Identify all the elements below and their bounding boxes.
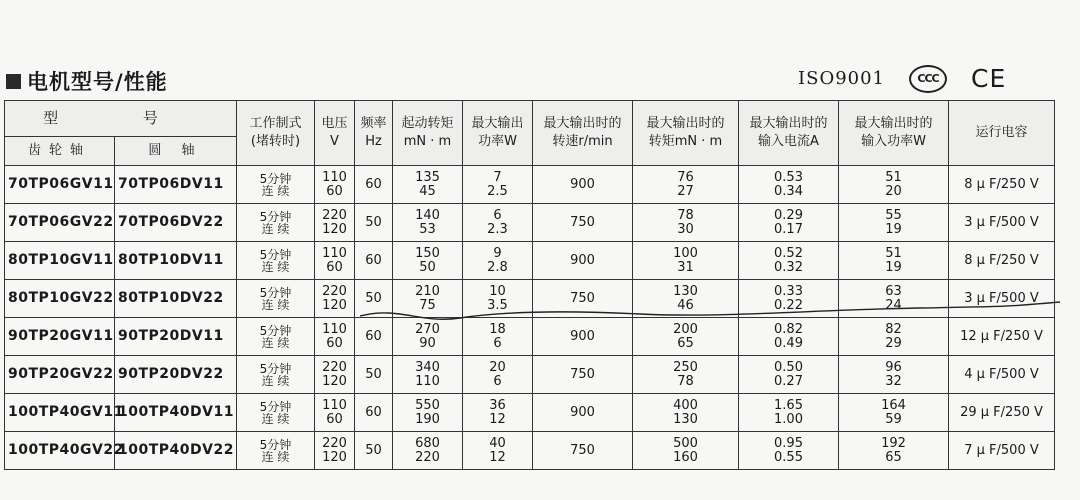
header-model: 型 号 bbox=[5, 101, 237, 137]
header-input-power bbox=[839, 101, 949, 166]
speed-cell: 900 bbox=[533, 166, 633, 204]
duty-cell-line1: 5分钟 bbox=[259, 247, 292, 262]
input-current-cell bbox=[739, 166, 839, 204]
max-power-cell-line2: 2.8 bbox=[487, 259, 508, 275]
input-current-cell-line2: 0.32 bbox=[774, 259, 803, 275]
frequency-cell: 50 bbox=[355, 280, 393, 318]
input-power-cell bbox=[839, 318, 949, 356]
input-current-cell-line1: 0.82 bbox=[774, 321, 803, 337]
start-torque-cell bbox=[393, 432, 463, 470]
max-torque-cell bbox=[633, 280, 739, 318]
voltage-cell bbox=[315, 356, 355, 394]
input-current-cell-line2: 0.27 bbox=[774, 373, 803, 389]
input-power-cell-line1: 82 bbox=[885, 321, 902, 337]
header-voltage-line2: V bbox=[330, 134, 339, 149]
input-current-cell-line1: 0.33 bbox=[774, 283, 803, 299]
header-duty-line2: (堵转时) bbox=[250, 134, 301, 149]
max-power-cell-line1: 7 bbox=[493, 169, 502, 185]
voltage-cell-line2: 120 bbox=[322, 297, 347, 313]
input-power-cell bbox=[839, 432, 949, 470]
input-power-cell bbox=[839, 166, 949, 204]
duty-cell bbox=[237, 242, 315, 280]
voltage-cell-line1: 220 bbox=[322, 435, 347, 451]
start-torque-cell bbox=[393, 242, 463, 280]
header-voltage-line1: 电压 bbox=[321, 115, 348, 131]
capacitor-cell: 8 μ F/250 V bbox=[949, 166, 1055, 204]
gear-shaft-model: 80TP10GV22 bbox=[5, 280, 115, 318]
iso-mark: ISO9001 bbox=[798, 68, 886, 89]
gear-shaft-model: 70TP06GV11 bbox=[5, 166, 115, 204]
start-torque-cell-line1: 270 bbox=[415, 321, 440, 337]
max-torque-cell-line2: 130 bbox=[673, 411, 698, 427]
max-torque-cell bbox=[633, 356, 739, 394]
capacitor-cell: 12 μ F/250 V bbox=[949, 318, 1055, 356]
max-power-cell-line1: 10 bbox=[489, 283, 506, 299]
ce-mark: CE bbox=[971, 64, 1007, 93]
frequency-cell: 60 bbox=[355, 242, 393, 280]
max-torque-cell-line2: 31 bbox=[677, 259, 694, 275]
header-speed-line1: 最大输出时的 bbox=[543, 115, 622, 131]
input-current-cell bbox=[739, 356, 839, 394]
max-power-cell bbox=[463, 432, 533, 470]
input-power-cell-line1: 164 bbox=[881, 397, 906, 413]
table-row bbox=[5, 242, 1055, 280]
max-torque-cell-line1: 250 bbox=[673, 359, 698, 375]
start-torque-cell-line2: 53 bbox=[419, 221, 436, 237]
input-current-cell-line2: 0.22 bbox=[774, 297, 803, 313]
speed-cell: 750 bbox=[533, 356, 633, 394]
header-maxtorque-line2: 转矩mN · m bbox=[648, 134, 723, 149]
duty-cell bbox=[237, 166, 315, 204]
input-current-cell-line2: 0.17 bbox=[774, 221, 803, 237]
header-speed bbox=[533, 101, 633, 166]
max-torque-cell-line1: 400 bbox=[673, 397, 698, 413]
header-frequency bbox=[355, 101, 393, 166]
header-gear-shaft: 齿轮轴 bbox=[5, 137, 115, 166]
max-power-cell-line1: 9 bbox=[493, 245, 502, 261]
input-current-cell-line1: 0.50 bbox=[774, 359, 803, 375]
certification-marks bbox=[798, 64, 1006, 93]
table-header-row bbox=[5, 101, 1055, 137]
duty-cell-line2: 连 续 bbox=[261, 297, 290, 312]
voltage-cell-line1: 220 bbox=[322, 359, 347, 375]
duty-cell-line2: 连 续 bbox=[261, 335, 290, 350]
table-row bbox=[5, 394, 1055, 432]
gear-shaft-model: 80TP10GV11 bbox=[5, 242, 115, 280]
start-torque-cell-line1: 680 bbox=[415, 435, 440, 451]
max-torque-cell-line2: 27 bbox=[677, 183, 694, 199]
capacitor-cell: 4 μ F/500 V bbox=[949, 356, 1055, 394]
input-power-cell bbox=[839, 394, 949, 432]
max-power-cell bbox=[463, 242, 533, 280]
speed-cell: 750 bbox=[533, 280, 633, 318]
input-current-cell bbox=[739, 280, 839, 318]
input-current-cell-line1: 0.53 bbox=[774, 169, 803, 185]
header-speed-line2: 转速r/min bbox=[552, 134, 613, 149]
max-torque-cell-line1: 76 bbox=[677, 169, 694, 185]
ccc-mark-icon bbox=[909, 65, 947, 93]
max-power-cell bbox=[463, 280, 533, 318]
table-row bbox=[5, 204, 1055, 242]
voltage-cell-line1: 220 bbox=[322, 283, 347, 299]
capacitor-cell: 3 μ F/500 V bbox=[949, 204, 1055, 242]
voltage-cell-line2: 120 bbox=[322, 373, 347, 389]
max-torque-cell-line2: 30 bbox=[677, 221, 694, 237]
capacitor-cell: 29 μ F/250 V bbox=[949, 394, 1055, 432]
voltage-cell bbox=[315, 280, 355, 318]
header-freq-line2: Hz bbox=[365, 134, 382, 149]
header-inpower-line1: 最大输出时的 bbox=[854, 115, 933, 131]
header-max-torque bbox=[633, 101, 739, 166]
round-shaft-model: 80TP10DV11 bbox=[115, 242, 237, 280]
capacitor-cell: 8 μ F/250 V bbox=[949, 242, 1055, 280]
duty-cell bbox=[237, 432, 315, 470]
input-power-cell-line2: 32 bbox=[885, 373, 902, 389]
voltage-cell-line1: 110 bbox=[322, 245, 347, 261]
motor-spec-table bbox=[4, 100, 1055, 470]
voltage-cell-line2: 60 bbox=[326, 411, 343, 427]
start-torque-cell-line2: 110 bbox=[415, 373, 440, 389]
max-torque-cell-line1: 100 bbox=[673, 245, 698, 261]
input-power-cell-line2: 19 bbox=[885, 259, 902, 275]
max-power-cell bbox=[463, 166, 533, 204]
max-torque-cell bbox=[633, 394, 739, 432]
voltage-cell-line1: 110 bbox=[322, 169, 347, 185]
square-bullet-icon bbox=[6, 74, 21, 89]
duty-cell bbox=[237, 204, 315, 242]
max-torque-cell-line2: 78 bbox=[677, 373, 694, 389]
duty-cell-line2: 连 续 bbox=[261, 221, 290, 236]
max-torque-cell-line2: 46 bbox=[677, 297, 694, 313]
header-power-line2: 功率W bbox=[478, 134, 517, 149]
voltage-cell-line1: 110 bbox=[322, 321, 347, 337]
max-power-cell-line2: 2.3 bbox=[487, 221, 508, 237]
max-torque-cell bbox=[633, 318, 739, 356]
ccc-mark-text: CCC bbox=[917, 72, 939, 85]
duty-cell-line1: 5分钟 bbox=[259, 323, 292, 338]
speed-cell: 750 bbox=[533, 204, 633, 242]
gear-shaft-model: 90TP20GV22 bbox=[5, 356, 115, 394]
start-torque-cell-line2: 190 bbox=[415, 411, 440, 427]
duty-cell-line2: 连 续 bbox=[261, 449, 290, 464]
input-power-cell-line1: 51 bbox=[885, 245, 902, 261]
input-power-cell-line2: 59 bbox=[885, 411, 902, 427]
duty-cell bbox=[237, 356, 315, 394]
round-shaft-model: 80TP10DV22 bbox=[115, 280, 237, 318]
start-torque-cell-line1: 150 bbox=[415, 245, 440, 261]
input-current-cell-line2: 0.49 bbox=[774, 335, 803, 351]
table-row bbox=[5, 356, 1055, 394]
start-torque-cell bbox=[393, 280, 463, 318]
max-torque-cell-line1: 78 bbox=[677, 207, 694, 223]
duty-cell-line1: 5分钟 bbox=[259, 209, 292, 224]
start-torque-cell bbox=[393, 166, 463, 204]
speed-cell: 900 bbox=[533, 242, 633, 280]
max-torque-cell bbox=[633, 166, 739, 204]
input-power-cell-line2: 20 bbox=[885, 183, 902, 199]
header-capacitor: 运行电容 bbox=[949, 101, 1055, 166]
input-current-cell-line2: 0.34 bbox=[774, 183, 803, 199]
max-power-cell-line2: 3.5 bbox=[487, 297, 508, 313]
input-current-cell-line1: 0.52 bbox=[774, 245, 803, 261]
capacitor-cell: 3 μ F/500 V bbox=[949, 280, 1055, 318]
voltage-cell-line2: 120 bbox=[322, 221, 347, 237]
frequency-cell: 50 bbox=[355, 356, 393, 394]
max-torque-cell bbox=[633, 204, 739, 242]
max-power-cell-line1: 18 bbox=[489, 321, 506, 337]
voltage-cell bbox=[315, 318, 355, 356]
round-shaft-model: 100TP40DV22 bbox=[115, 432, 237, 470]
duty-cell-line1: 5分钟 bbox=[259, 361, 292, 376]
input-current-cell bbox=[739, 318, 839, 356]
table-row bbox=[5, 318, 1055, 356]
table-row bbox=[5, 280, 1055, 318]
voltage-cell-line2: 60 bbox=[326, 335, 343, 351]
input-current-cell bbox=[739, 204, 839, 242]
input-power-cell bbox=[839, 280, 949, 318]
voltage-cell-line2: 60 bbox=[326, 259, 343, 275]
input-current-cell-line1: 0.95 bbox=[774, 435, 803, 451]
header-round-shaft: 圆 轴 bbox=[115, 137, 237, 166]
speed-cell: 900 bbox=[533, 394, 633, 432]
max-torque-cell-line1: 130 bbox=[673, 283, 698, 299]
input-power-cell bbox=[839, 204, 949, 242]
duty-cell-line2: 连 续 bbox=[261, 411, 290, 426]
duty-cell-line1: 5分钟 bbox=[259, 171, 292, 186]
max-power-cell bbox=[463, 356, 533, 394]
input-power-cell-line1: 96 bbox=[885, 359, 902, 375]
frequency-cell: 60 bbox=[355, 394, 393, 432]
duty-cell-line1: 5分钟 bbox=[259, 399, 292, 414]
header-start-torque bbox=[393, 101, 463, 166]
speed-cell: 750 bbox=[533, 432, 633, 470]
voltage-cell-line2: 60 bbox=[326, 183, 343, 199]
start-torque-cell bbox=[393, 394, 463, 432]
round-shaft-model: 100TP40DV11 bbox=[115, 394, 237, 432]
max-power-cell-line2: 2.5 bbox=[487, 183, 508, 199]
input-power-cell-line1: 63 bbox=[885, 283, 902, 299]
max-torque-cell-line1: 200 bbox=[673, 321, 698, 337]
input-current-cell-line2: 0.55 bbox=[774, 449, 803, 465]
max-power-cell-line1: 6 bbox=[493, 207, 502, 223]
start-torque-cell bbox=[393, 204, 463, 242]
start-torque-cell-line1: 550 bbox=[415, 397, 440, 413]
input-power-cell-line1: 51 bbox=[885, 169, 902, 185]
gear-shaft-model: 90TP20GV11 bbox=[5, 318, 115, 356]
header-torque-line2: mN · m bbox=[403, 134, 452, 149]
max-power-cell-line2: 12 bbox=[489, 449, 506, 465]
input-power-cell-line1: 55 bbox=[885, 207, 902, 223]
header-voltage bbox=[315, 101, 355, 166]
max-torque-cell bbox=[633, 242, 739, 280]
voltage-cell-line1: 220 bbox=[322, 207, 347, 223]
input-power-cell-line2: 19 bbox=[885, 221, 902, 237]
max-power-cell bbox=[463, 204, 533, 242]
round-shaft-model: 70TP06DV11 bbox=[115, 166, 237, 204]
start-torque-cell-line1: 140 bbox=[415, 207, 440, 223]
input-power-cell-line2: 24 bbox=[885, 297, 902, 313]
max-power-cell-line1: 40 bbox=[489, 435, 506, 451]
duty-cell-line2: 连 续 bbox=[261, 183, 290, 198]
round-shaft-model: 90TP20DV22 bbox=[115, 356, 237, 394]
round-shaft-model: 90TP20DV11 bbox=[115, 318, 237, 356]
voltage-cell bbox=[315, 432, 355, 470]
section-title: 电机型号/性能 bbox=[27, 70, 168, 94]
header-current-line1: 最大输出时的 bbox=[749, 115, 828, 131]
header-max-power bbox=[463, 101, 533, 166]
start-torque-cell-line2: 45 bbox=[419, 183, 436, 199]
input-current-cell bbox=[739, 394, 839, 432]
input-current-cell-line1: 1.65 bbox=[774, 397, 803, 413]
speed-cell: 900 bbox=[533, 318, 633, 356]
duty-cell-line1: 5分钟 bbox=[259, 437, 292, 452]
header-input-current bbox=[739, 101, 839, 166]
frequency-cell: 60 bbox=[355, 166, 393, 204]
max-power-cell-line1: 20 bbox=[489, 359, 506, 375]
duty-cell-line1: 5分钟 bbox=[259, 285, 292, 300]
header-power-line1: 最大输出 bbox=[471, 115, 524, 131]
header-duty bbox=[237, 101, 315, 166]
start-torque-cell bbox=[393, 356, 463, 394]
duty-cell bbox=[237, 280, 315, 318]
header-duty-line1: 工作制式 bbox=[249, 115, 302, 131]
duty-cell bbox=[237, 318, 315, 356]
max-power-cell bbox=[463, 394, 533, 432]
input-power-cell bbox=[839, 356, 949, 394]
max-power-cell-line2: 12 bbox=[489, 411, 506, 427]
table-body bbox=[5, 166, 1055, 470]
gear-shaft-model: 100TP40GV22 bbox=[5, 432, 115, 470]
max-torque-cell-line2: 160 bbox=[673, 449, 698, 465]
header-current-line2: 输入电流A bbox=[758, 134, 819, 149]
max-torque-cell-line1: 500 bbox=[673, 435, 698, 451]
start-torque-cell-line2: 90 bbox=[419, 335, 436, 351]
section-heading bbox=[6, 66, 168, 96]
input-power-cell bbox=[839, 242, 949, 280]
input-current-cell bbox=[739, 432, 839, 470]
frequency-cell: 60 bbox=[355, 318, 393, 356]
header-maxtorque-line1: 最大输出时的 bbox=[646, 115, 725, 131]
round-shaft-model: 70TP06DV22 bbox=[115, 204, 237, 242]
input-power-cell-line2: 29 bbox=[885, 335, 902, 351]
max-power-cell-line2: 6 bbox=[493, 335, 502, 351]
max-power-cell-line2: 6 bbox=[493, 373, 502, 389]
gear-shaft-model: 100TP40GV11 bbox=[5, 394, 115, 432]
start-torque-cell-line2: 50 bbox=[419, 259, 436, 275]
input-current-cell-line1: 0.29 bbox=[774, 207, 803, 223]
duty-cell bbox=[237, 394, 315, 432]
input-current-cell bbox=[739, 242, 839, 280]
header-freq-line1: 频率 bbox=[360, 115, 387, 131]
duty-cell-line2: 连 续 bbox=[261, 373, 290, 388]
start-torque-cell-line2: 220 bbox=[415, 449, 440, 465]
input-current-cell-line2: 1.00 bbox=[774, 411, 803, 427]
start-torque-cell-line1: 210 bbox=[415, 283, 440, 299]
max-power-cell bbox=[463, 318, 533, 356]
frequency-cell: 50 bbox=[355, 432, 393, 470]
input-power-cell-line1: 192 bbox=[881, 435, 906, 451]
table-row bbox=[5, 432, 1055, 470]
header-inpower-line2: 输入功率W bbox=[861, 134, 926, 149]
header-torque-line1: 起动转矩 bbox=[401, 115, 454, 131]
max-power-cell-line1: 36 bbox=[489, 397, 506, 413]
voltage-cell bbox=[315, 166, 355, 204]
frequency-cell: 50 bbox=[355, 204, 393, 242]
max-torque-cell bbox=[633, 432, 739, 470]
duty-cell-line2: 连 续 bbox=[261, 259, 290, 274]
start-torque-cell bbox=[393, 318, 463, 356]
table-row bbox=[5, 166, 1055, 204]
start-torque-cell-line2: 75 bbox=[419, 297, 436, 313]
gear-shaft-model: 70TP06GV22 bbox=[5, 204, 115, 242]
start-torque-cell-line1: 135 bbox=[415, 169, 440, 185]
capacitor-cell: 7 μ F/500 V bbox=[949, 432, 1055, 470]
voltage-cell bbox=[315, 204, 355, 242]
input-power-cell-line2: 65 bbox=[885, 449, 902, 465]
voltage-cell-line2: 120 bbox=[322, 449, 347, 465]
max-torque-cell-line2: 65 bbox=[677, 335, 694, 351]
start-torque-cell-line1: 340 bbox=[415, 359, 440, 375]
voltage-cell bbox=[315, 394, 355, 432]
voltage-cell-line1: 110 bbox=[322, 397, 347, 413]
voltage-cell bbox=[315, 242, 355, 280]
